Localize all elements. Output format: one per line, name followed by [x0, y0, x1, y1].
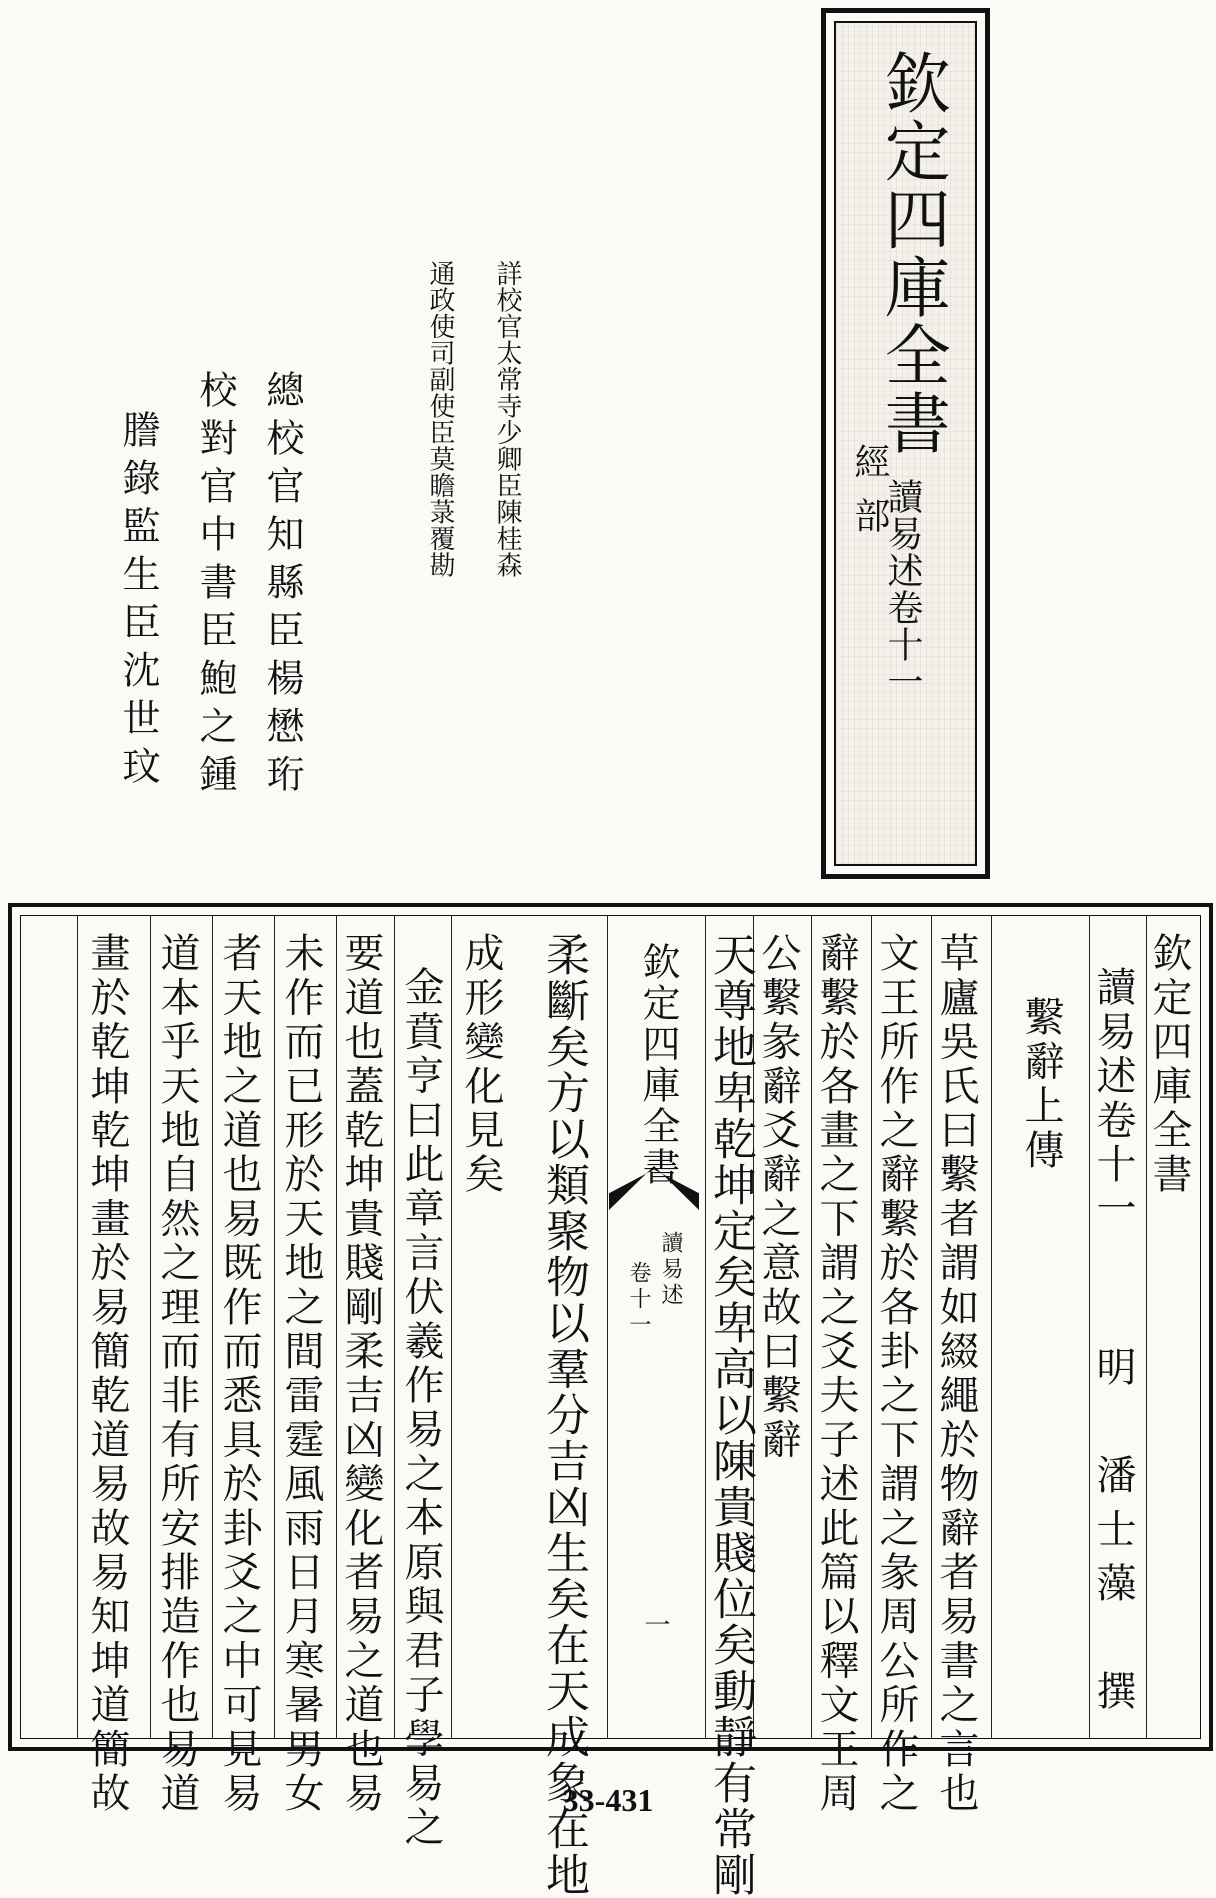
text-column: 畫於乾坤乾坤畫於易簡乾道易故易知坤道簡故: [84, 932, 130, 1816]
title-slip-inner: [834, 21, 977, 866]
text-column: 辭繫於各畫之下謂之爻夫子述此篇以釋文王周: [813, 932, 859, 1816]
text-column: 柔斷矣方以類聚物以羣分吉凶生矣在天成象在地: [538, 932, 589, 1898]
text-column: 道本乎天地自然之理而非有所安排造作也易道: [154, 932, 200, 1816]
column-rule: [274, 916, 275, 1738]
column-rule: [811, 916, 812, 1738]
column-rule: [336, 916, 337, 1738]
credit-reviewer: 通政使司副使臣莫瞻菉覆勘: [425, 260, 455, 578]
column-rule: [394, 916, 395, 1738]
text-column: 未作而已形於天地之間雷霆風雨日月寒暑男女: [278, 932, 324, 1816]
column-rule: [931, 916, 932, 1738]
title-slip: [821, 8, 990, 879]
page-number: 33-431: [562, 1782, 654, 1818]
text-column: 天尊地卑乾坤定矣卑高以陳貴賤位矣動靜有常剛: [705, 932, 756, 1898]
credit-chief-collator: 總校官知縣臣楊懋珩: [260, 370, 304, 802]
text-column: 讀易述卷十一: [1090, 966, 1136, 1232]
column-rule: [871, 916, 872, 1738]
fold-leaf-number: 一: [640, 1611, 670, 1637]
fold-volume: 卷十一: [626, 1261, 651, 1339]
text-column: 草廬吳氏曰繫者謂如綴繩於物辭者易書之言也: [933, 932, 979, 1816]
text-column: 公繫彖辭爻辭之意故曰繫辭: [755, 932, 801, 1463]
volume-title: 讀易述卷十一: [882, 478, 923, 700]
fold-title: 欽定四庫全書: [636, 942, 680, 1188]
author-line: 明 潘士藻 撰: [1090, 1346, 1136, 1724]
text-column: 者天地之道也易既作而悉具於卦爻之中可見易: [216, 932, 262, 1816]
text-column: 欽定四庫全書: [1146, 932, 1192, 1198]
text-column: 成形變化見矣: [458, 932, 504, 1198]
credit-collator: 校對官中書臣鮑之鍾: [193, 370, 237, 802]
column-rule: [212, 916, 213, 1738]
column-rule: [150, 916, 151, 1738]
column-rule: [77, 916, 78, 1738]
text-column: 文王所作之辭繫於各卦之下謂之彖周公所作之: [873, 932, 919, 1816]
text-column: 金賁亨曰此章言伏羲作易之本原與君子學易之: [398, 966, 444, 1850]
section-label: 經部: [849, 443, 890, 551]
column-rule: [451, 916, 452, 1738]
book-title: 欽定四庫全書: [873, 49, 951, 457]
credit-proofreader: 詳校官太常寺少卿臣陳桂森: [492, 260, 522, 578]
center-fold: [607, 916, 705, 1738]
chapter-heading: 繫辭上傳: [1018, 996, 1064, 1173]
text-column: 要道也蓋乾坤貴賤剛柔吉凶變化者易之道也易: [338, 932, 384, 1816]
column-rule: [991, 916, 992, 1738]
fold-book-name: 讀易述: [658, 1231, 683, 1309]
credit-copyist: 謄錄監生臣沈世玟: [116, 410, 160, 794]
